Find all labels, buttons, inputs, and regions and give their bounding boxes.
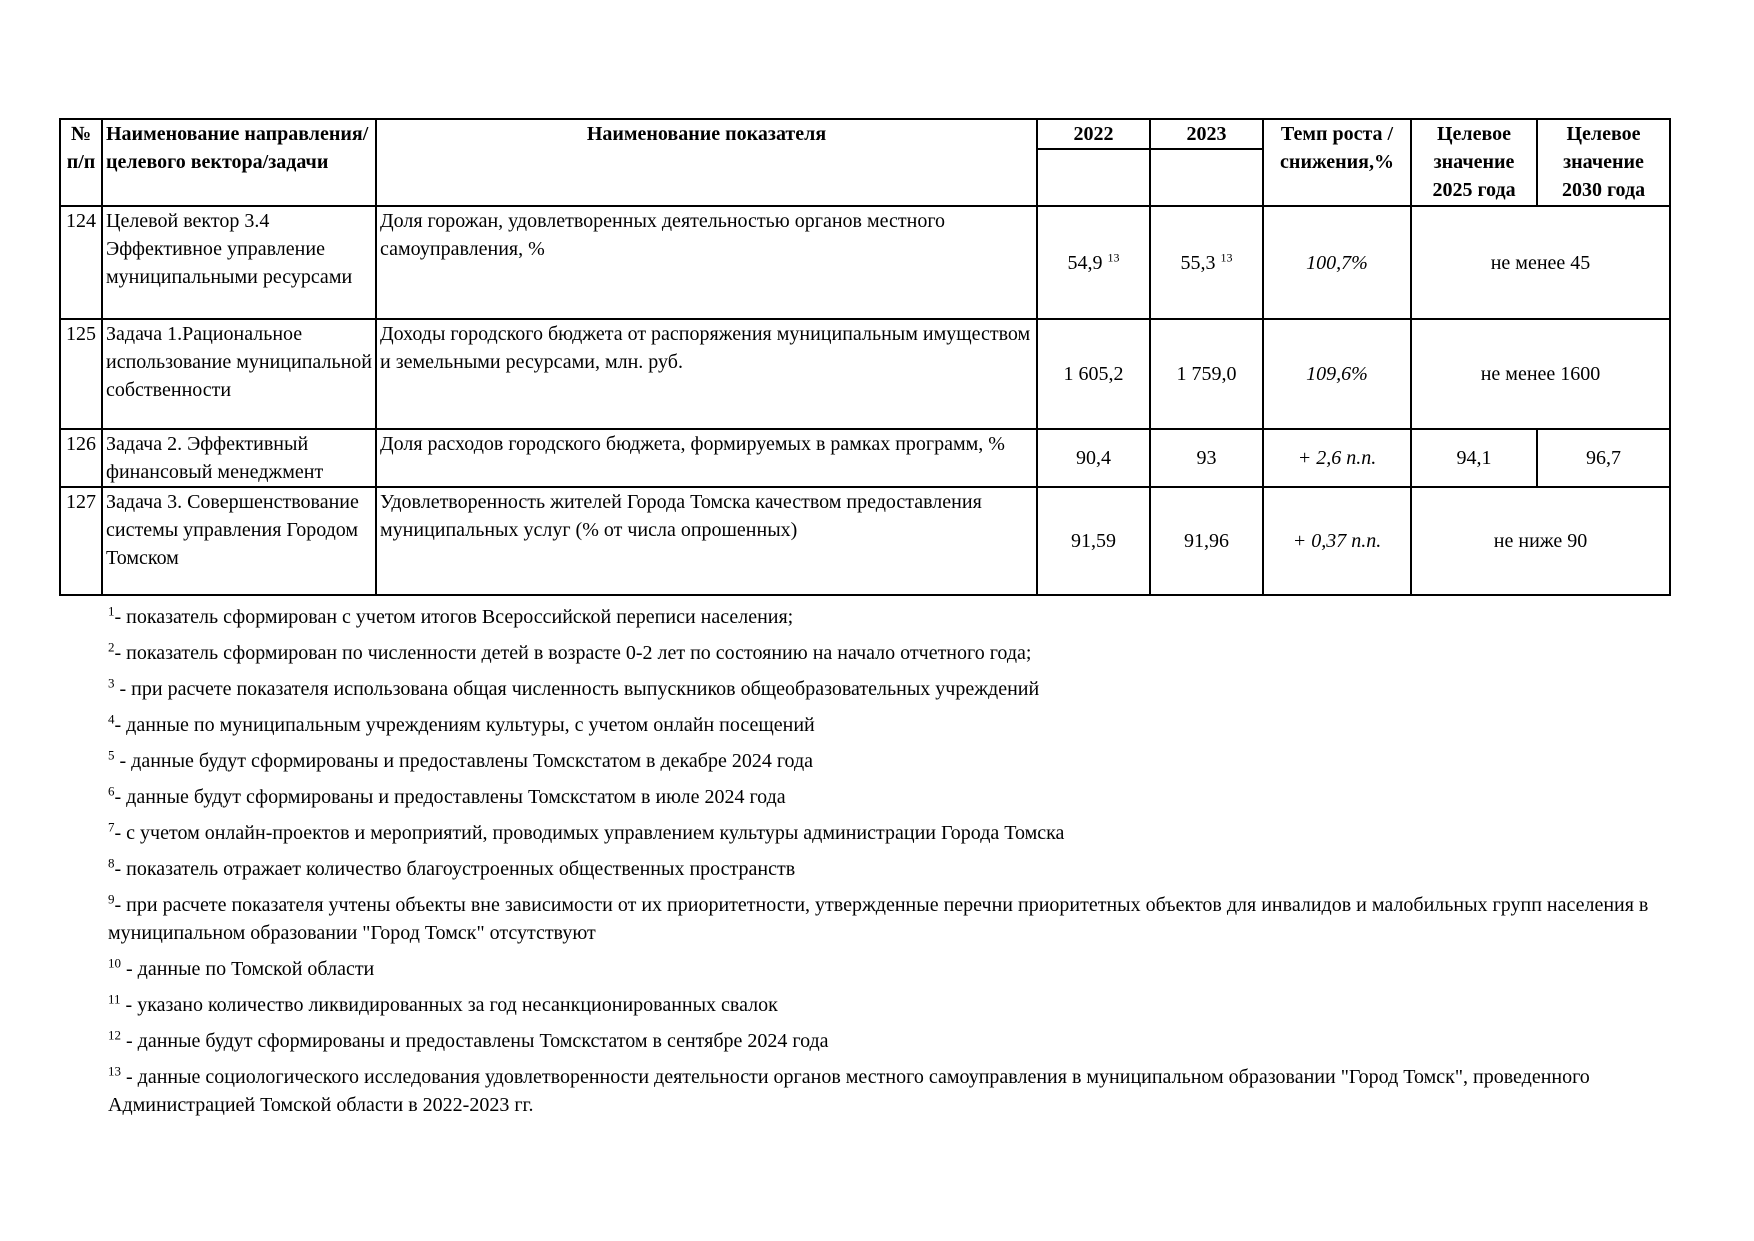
footnote-ref: 13 (1220, 249, 1233, 264)
header-target-2025: Целевое значение 2025 года (1411, 119, 1537, 206)
footnote-text: - при расчете показателя учтены объекты вне зависимости от их приоритетности, утвержденные перечни приоритетных объектов для инвалидов и малобильных групп населения в муниципальном образовании "Город Томск" отсутствуют (108, 894, 1649, 944)
row-indicator: Удовлетворенность жителей Города Томска качеством предоставления муниципальных услуг (% от числа опрошенных) (376, 487, 1037, 595)
value-text: 54,9 (1067, 251, 1103, 274)
header-2022: 2022 (1037, 119, 1150, 149)
footnote (108, 747, 1688, 775)
row-num: 124 (60, 206, 102, 319)
footnote-text: - при расчете показателя использована общая численность выпускников общеобразовательных учреждений (114, 678, 1040, 700)
footnote-text: - данные по муниципальным учреждениям культуры, с учетом онлайн посещений (114, 714, 815, 736)
header-rate: Темп роста / снижения,% (1263, 119, 1411, 206)
footnote-text: - показатель отражает количество благоустроенных общественных пространств (114, 858, 796, 880)
footnote (108, 783, 1688, 811)
row-value-2022: 1 605,2 (1037, 319, 1150, 429)
footnote (108, 603, 1688, 631)
footnote-text: - указано количество ликвидированных за год несанкционированных свалок (120, 994, 778, 1016)
row-rate: 109,6% (1263, 319, 1411, 429)
row-value-2023 (1150, 206, 1263, 319)
footnote-number: 2 (108, 639, 115, 655)
row-value-2022: 91,59 (1037, 487, 1150, 595)
row-value-2022: 90,4 (1037, 429, 1150, 487)
footnote-number: 10 (108, 955, 121, 971)
row-target: не менее 45 (1411, 206, 1670, 319)
header-indicator: Наименование показателя (376, 119, 1037, 206)
row-value-2023: 91,96 (1150, 487, 1263, 595)
footnote (108, 1027, 1688, 1055)
row-value-2022 (1037, 206, 1150, 319)
footnote-number: 12 (108, 1027, 121, 1043)
row-num: 126 (60, 429, 102, 487)
footnote (108, 819, 1688, 847)
footnote-text: - с учетом онлайн-проектов и мероприятий, проводимых управлением культуры администрации Города Томска (114, 822, 1065, 844)
table-row (60, 206, 1670, 319)
header-2022-blank (1037, 149, 1150, 206)
row-rate: 100,7% (1263, 206, 1411, 319)
table-row (60, 429, 1670, 487)
row-direction: Задача 3. Совершенствование системы управления Городом Томском (102, 487, 376, 595)
header-row (60, 119, 1670, 149)
row-target-2025: 94,1 (1411, 429, 1537, 487)
header-target-2030: Целевое значение 2030 года (1537, 119, 1670, 206)
table-row (60, 319, 1670, 429)
footnote (108, 955, 1688, 983)
row-indicator: Доля расходов городского бюджета, формируемых в рамках программ, % (376, 429, 1037, 487)
row-rate: + 2,6 п.п. (1263, 429, 1411, 487)
indicators-table (59, 118, 1671, 596)
footnote (108, 639, 1688, 667)
row-rate: + 0,37 п.п. (1263, 487, 1411, 595)
footnote-text: - показатель сформирован по численности детей в возрасте 0-2 лет по состоянию на начало отчетного года; (114, 642, 1032, 664)
table-row (60, 487, 1670, 595)
row-direction: Задача 1.Рациональное использование муниципальной собственности (102, 319, 376, 429)
footnote-text: - данные социологического исследования удовлетворенности деятельности органов местного самоуправления в муниципальном образовании "Город Томск", проведенного Администрацией Томской области в 2022-2023 гг. (108, 1066, 1590, 1116)
footnote-number: 8 (108, 855, 115, 871)
footnote (108, 855, 1688, 883)
header-2023-blank (1150, 149, 1263, 206)
footnote-number: 11 (108, 991, 121, 1007)
header-num: № п/п (60, 119, 102, 206)
row-target-2030: 96,7 (1537, 429, 1670, 487)
footnote (108, 675, 1688, 703)
footnote-number: 7 (108, 819, 115, 835)
header-2023: 2023 (1150, 119, 1263, 149)
footnote-text: - показатель сформирован с учетом итогов Всероссийской переписи населения; (114, 606, 794, 628)
row-direction: Задача 2. Эффективный финансовый менеджмент (102, 429, 376, 487)
value-text: 55,3 (1180, 251, 1216, 274)
footnote-text: - данные по Томской области (121, 958, 375, 980)
row-indicator: Доля горожан, удовлетворенных деятельностью органов местного самоуправления, % (376, 206, 1037, 319)
footnote-text: - данные будут сформированы и предоставлены Томскстатом в июле 2024 года (114, 786, 786, 808)
footnote-number: 1 (108, 603, 115, 619)
footnote (108, 891, 1688, 947)
footnote-number: 4 (108, 711, 115, 727)
footnote-number: 3 (108, 675, 115, 691)
row-num: 125 (60, 319, 102, 429)
row-value-2023: 1 759,0 (1150, 319, 1263, 429)
footnote-number: 9 (108, 891, 115, 907)
footnote (108, 991, 1688, 1019)
footnote-number: 5 (108, 747, 115, 763)
row-indicator: Доходы городского бюджета от распоряжения муниципальным имуществом и земельными ресурсами, млн. руб. (376, 319, 1037, 429)
row-value-2023: 93 (1150, 429, 1263, 487)
footnote-text: - данные будут сформированы и предоставлены Томскстатом в сентябре 2024 года (121, 1030, 829, 1052)
header-direction: Наименование направления/целевого вектора/задачи (102, 119, 376, 206)
row-target: не менее 1600 (1411, 319, 1670, 429)
footnote-text: - данные будут сформированы и предоставлены Томскстатом в декабре 2024 года (114, 750, 814, 772)
footnotes (108, 603, 1688, 1119)
row-target: не ниже 90 (1411, 487, 1670, 595)
footnote (108, 1063, 1688, 1119)
footnote-number: 6 (108, 783, 115, 799)
row-direction: Целевой вектор 3.4 Эффективное управление муниципальными ресурсами (102, 206, 376, 319)
row-num: 127 (60, 487, 102, 595)
footnote (108, 711, 1688, 739)
footnote-number: 13 (108, 1063, 121, 1079)
footnote-ref: 13 (1107, 249, 1120, 264)
